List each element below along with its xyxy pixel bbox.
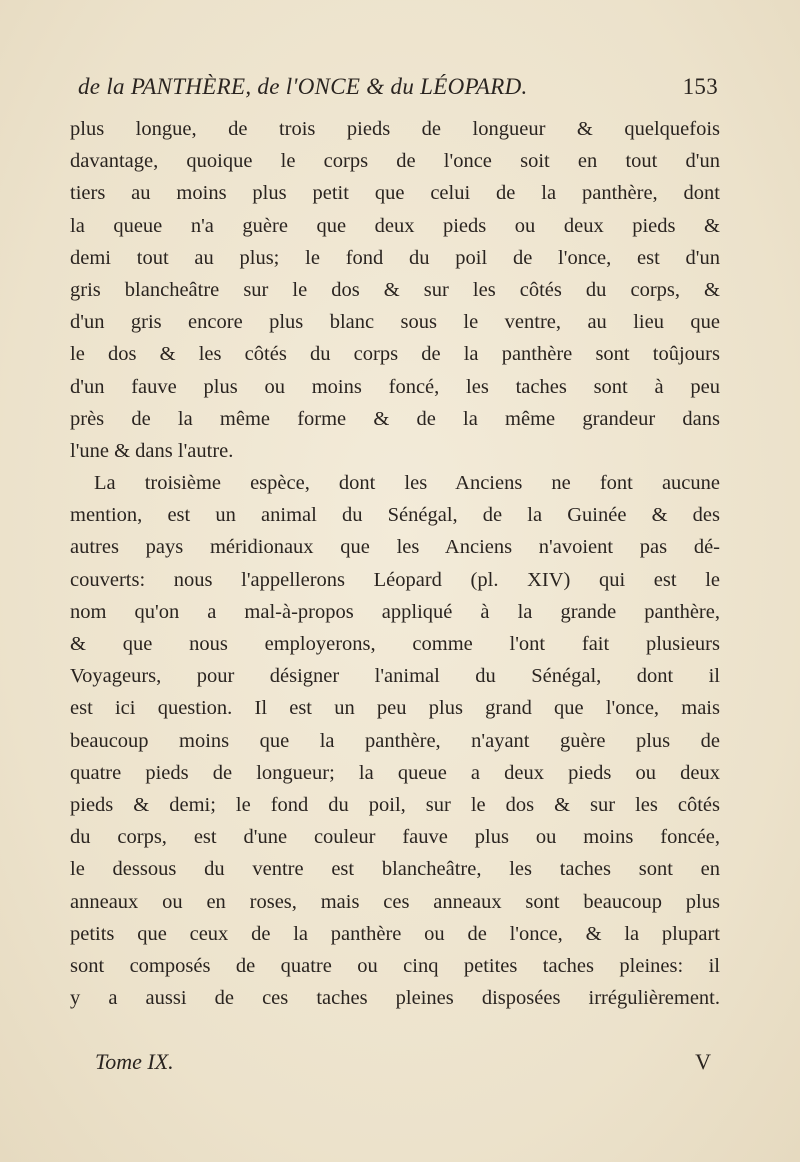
text-line: d'un fauve plus ou moins foncé, les taches sont à peu <box>70 375 720 398</box>
text-line: l'une & dans l'autre. <box>70 439 234 462</box>
text-line: d'un gris encore plus blanc sous le ventre, au lieu que <box>70 311 720 334</box>
paragraph-first-line: La troisième espèce, dont les Anciens ne font aucune <box>94 472 720 495</box>
text-line: demi tout au plus; le fond du poil de l'once, est d'un <box>70 246 720 269</box>
text-line: nom qu'on a mal-à-propos appliqué à la grande panthère, <box>70 600 720 623</box>
text-line: pieds & demi; le fond du poil, sur le dos & sur les côtés <box>70 793 720 816</box>
text-line: tiers au moins plus petit que celui de la panthère, dont <box>70 182 720 205</box>
body-text <box>70 113 720 1014</box>
signature-mark: V <box>695 1049 711 1074</box>
text-line: quatre pieds de longueur; la queue a deux pieds ou deux <box>70 761 720 784</box>
running-title: de la PANTHÈRE, de l'ONCE & du LÉOPARD. <box>78 74 528 99</box>
page-footer <box>95 1049 715 1079</box>
text-line: près de la même forme & de la même grandeur dans <box>70 407 720 430</box>
text-line: Voyageurs, pour désigner l'animal du Sénégal, dont il <box>70 665 720 688</box>
text-line: couverts: nous l'appellerons Léopard (pl. XIV) qui est le <box>70 568 720 591</box>
text-line: du corps, est d'une couleur fauve plus ou moins foncée, <box>70 826 720 849</box>
text-line: plus longue, de trois pieds de longueur & quelquefois <box>70 118 720 140</box>
running-header <box>78 74 718 108</box>
page-number: 153 <box>682 74 718 99</box>
text-line: beaucoup moins que la panthère, n'ayant guère plus de <box>70 729 720 752</box>
text-line: le dos & les côtés du corps de la panthère sont toûjours <box>70 343 720 366</box>
text-line: autres pays méridionaux que les Anciens n'avoient pas dé- <box>70 536 720 559</box>
text-line: petits que ceux de la panthère ou de l'once, & la plupart <box>70 922 720 945</box>
text-line: davantage, quoique le corps de l'once soit en tout d'un <box>70 150 720 173</box>
text-line: est ici question. Il est un peu plus grand que l'once, mais <box>70 697 720 720</box>
text-line: sont composés de quatre ou cinq petites taches pleines: il <box>70 954 720 977</box>
text-line: la queue n'a guère que deux pieds ou deux pieds & <box>70 214 720 237</box>
text-line: & que nous employerons, comme l'ont fait plusieurs <box>70 633 720 655</box>
text-line: gris blancheâtre sur le dos & sur les côtés du corps, & <box>70 278 720 301</box>
text-line: anneaux ou en roses, mais ces anneaux sont beaucoup plus <box>70 890 720 913</box>
volume-label: Tome IX. <box>95 1049 174 1074</box>
text-line: y a aussi de ces taches pleines disposées irrégulièrement. <box>70 987 720 1010</box>
text-line: mention, est un animal du Sénégal, de la Guinée & des <box>70 504 720 527</box>
text-line: le dessous du ventre est blancheâtre, les taches sont en <box>70 858 720 881</box>
